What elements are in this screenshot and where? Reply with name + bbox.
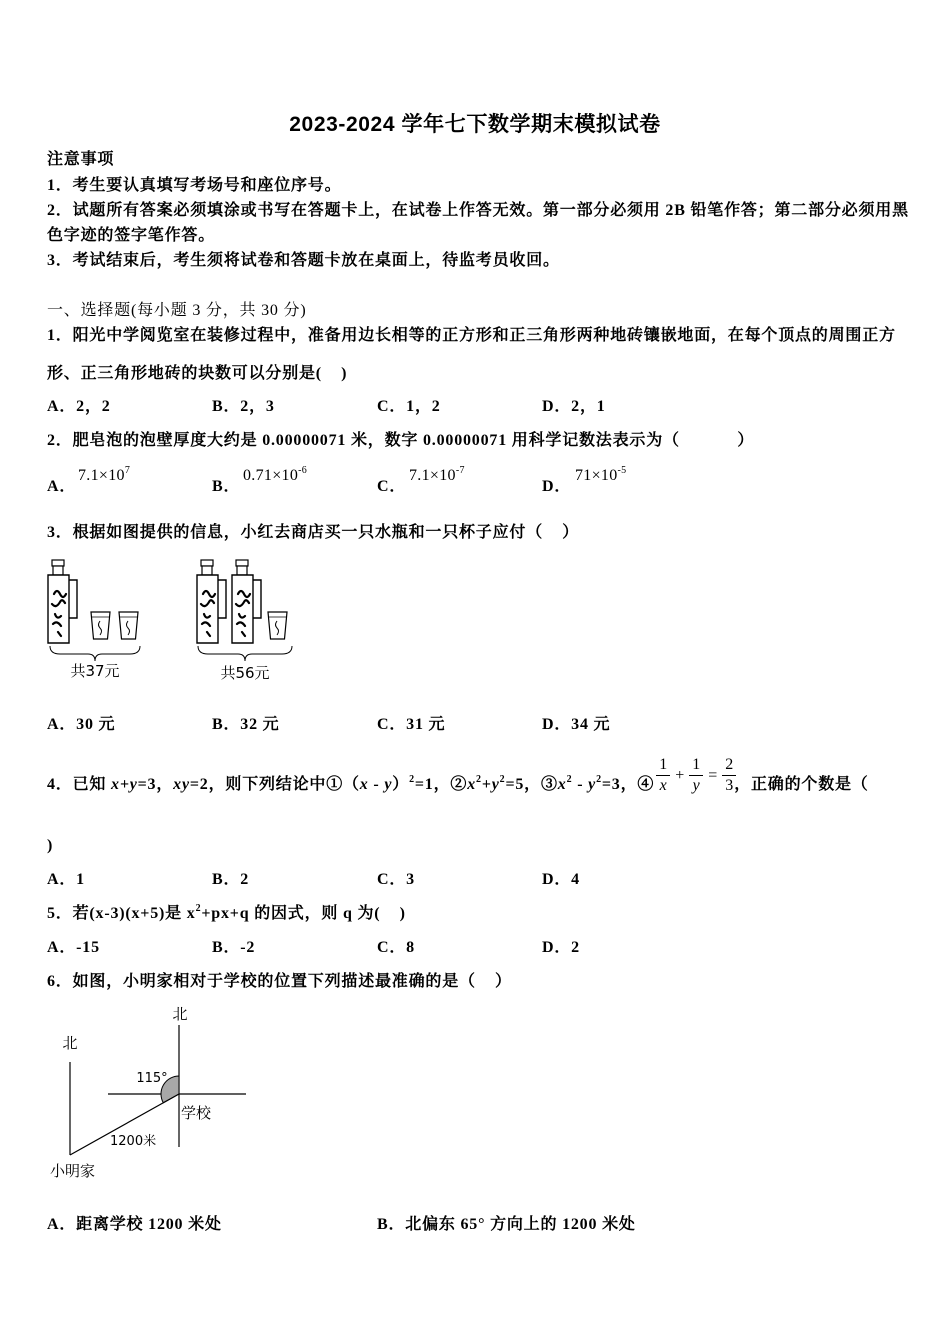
numerator: 2: [722, 755, 736, 776]
q4-fraction-equation: [654, 756, 734, 794]
question-4-stem: [47, 756, 869, 794]
q3-option-a: A．30 元: [47, 716, 116, 733]
q4-variable: x: [359, 776, 369, 793]
q4-variable: x+y: [111, 776, 138, 793]
thermos-bottle-icon: [48, 560, 77, 643]
equals-sign: =: [708, 766, 718, 784]
group-2-price-label: 共56元: [220, 664, 270, 682]
notice-line-2: 2．试题所有答案必须填涂或书写在答题卡上，在试卷上作答无效。第一部分必须用 2B 铅笔作答；第二部分必须用黑: [47, 202, 909, 219]
q2-option-d-label: D．: [542, 478, 572, 495]
q1-option-c: C．1，2: [377, 398, 441, 415]
q1-option-a: A．2，2: [47, 398, 111, 415]
q5-text: 5．若(x-3)(x+5)是 x: [47, 905, 196, 922]
q3-option-c: C．31 元: [377, 716, 446, 733]
q4-variable: y: [491, 776, 500, 793]
question-4-stem-cont: ): [47, 837, 54, 854]
notice-line-2-cont: 色字迹的签字笔作答。: [47, 227, 216, 244]
notice-line-3: 3．考试结束后，考生须将试卷和答题卡放在桌面上，待监考员收回。: [47, 252, 560, 269]
q4-exponent: 2: [499, 774, 506, 785]
q4-exponent: 2: [596, 774, 602, 785]
north-label-home: 北: [62, 1034, 78, 1052]
q4-option-a: A．1: [47, 871, 85, 888]
question-6-stem: 6．如图，小明家相对于学校的位置下列描述最准确的是（ ）: [47, 973, 512, 990]
q2-option-b-formula: [243, 467, 307, 485]
q4-exponent: 2: [409, 774, 415, 785]
q4-text: 4．已知: [47, 776, 112, 793]
q4-text: ）: [392, 776, 410, 793]
question-5-stem: [47, 905, 406, 923]
formula-base: 0.71×10: [243, 467, 299, 484]
formula-exponent: -5: [617, 465, 627, 476]
q5-option-a: A．-15: [47, 939, 100, 956]
formula-base: 71×10: [575, 467, 618, 484]
angle-label: 115°: [136, 1071, 168, 1086]
q1-option-d: D．2，1: [542, 398, 606, 415]
question-3-stem: 3．根据如图提供的信息，小红去商店买一只水瓶和一只杯子应付（ ）: [47, 524, 580, 541]
group-2-brace: [198, 646, 292, 661]
formula-exponent: -7: [455, 465, 465, 476]
q4-text: =1，②: [414, 776, 468, 793]
notice-heading: 注意事项: [47, 151, 115, 168]
q4-exponent: 2: [476, 774, 482, 785]
cup-icon: [119, 612, 138, 639]
q4-option-b: B．2: [212, 871, 250, 888]
q5-exponent: 2: [195, 903, 202, 914]
q4-variable: y: [588, 776, 597, 793]
fraction-1-over-x: [656, 755, 670, 796]
q2-option-b-label: B．: [212, 478, 241, 495]
q4-text: =3，④: [601, 776, 655, 793]
q4-text: -: [368, 776, 385, 793]
q5-option-d: D．2: [542, 939, 580, 956]
group-1-price-label: 共37元: [70, 662, 120, 680]
q6-option-a: A．距离学校 1200 米处: [47, 1216, 222, 1233]
denominator: y: [692, 777, 700, 794]
q2-option-d-formula: [575, 467, 626, 485]
numerator: 1: [656, 755, 670, 776]
cup-icon: [268, 612, 287, 639]
group-1-brace: [50, 646, 140, 661]
q6-option-b: B．北偏东 65° 方向上的 1200 米处: [377, 1216, 636, 1233]
north-label-school: 北: [172, 1005, 188, 1023]
question-1-stem: 1．阳光中学阅览室在装修过程中，准备用边长相等的正方形和正三角形两种地砖镶嵌地面，在每个顶点的周围正方: [47, 327, 896, 344]
q4-text: =3，: [137, 776, 174, 793]
q2-option-c-formula: [409, 467, 465, 485]
home-label: 小明家: [50, 1162, 96, 1180]
denominator: 3: [725, 777, 734, 794]
denominator: x: [659, 777, 667, 794]
q3-bottle-cup-figure: [40, 555, 300, 690]
q5-text: +px+q 的因式，则 q 为( ): [201, 905, 406, 922]
q4-variable: x: [557, 776, 567, 793]
fraction-2-over-3: [722, 755, 736, 796]
numerator: 1: [689, 755, 703, 776]
formula-exponent: -6: [298, 465, 308, 476]
q4-text: -: [572, 776, 589, 793]
q4-text: =2，则下列结论中①（: [189, 776, 360, 793]
thermos-bottle-icon: [232, 560, 261, 643]
q4-text: +: [481, 776, 492, 793]
q4-option-c: C．3: [377, 871, 415, 888]
q5-option-c: C．8: [377, 939, 415, 956]
q4-variable: x: [467, 776, 477, 793]
q1-option-b: B．2，3: [212, 398, 275, 415]
section-heading: 一、选择题(每小题 3 分，共 30 分): [47, 302, 307, 319]
question-2-stem: 2．肥皂泡的泡壁厚度大约是 0.00000071 米，数字 0.00000071 用科学记数法表示为（ ）: [47, 432, 755, 449]
q4-option-d: D．4: [542, 871, 580, 888]
q4-exponent: 2: [566, 774, 573, 785]
exam-title: 2023-2024 学年七下数学期末模拟试卷: [289, 113, 661, 136]
q5-option-b: B．-2: [212, 939, 256, 956]
thermos-bottle-icon: [197, 560, 226, 643]
question-1-stem-cont: 形、正三角形地砖的块数可以分别是( ): [47, 365, 348, 382]
formula-base: 7.1×10: [78, 467, 125, 484]
school-label: 学校: [181, 1104, 212, 1122]
q3-option-b: B．32 元: [212, 716, 280, 733]
formula-base: 7.1×10: [409, 467, 456, 484]
q4-text: =5，③: [505, 776, 558, 793]
q6-direction-diagram: [40, 1000, 260, 1190]
plus-sign: +: [675, 766, 685, 784]
q4-text: ，正确的个数是（: [734, 776, 869, 793]
fraction-1-over-y: [689, 755, 703, 796]
q4-variable: y: [384, 776, 393, 793]
q4-variable: xy: [173, 776, 190, 793]
q2-option-a-formula: [78, 467, 130, 485]
q2-option-c-label: C．: [377, 478, 407, 495]
distance-label: 1200米: [110, 1134, 157, 1149]
q2-option-a-label: A．: [47, 478, 77, 495]
formula-exponent: 7: [124, 465, 131, 476]
cup-icon: [91, 612, 110, 639]
q3-option-d: D．34 元: [542, 716, 611, 733]
notice-line-1: 1．考生要认真填写考场号和座位序号。: [47, 177, 342, 194]
